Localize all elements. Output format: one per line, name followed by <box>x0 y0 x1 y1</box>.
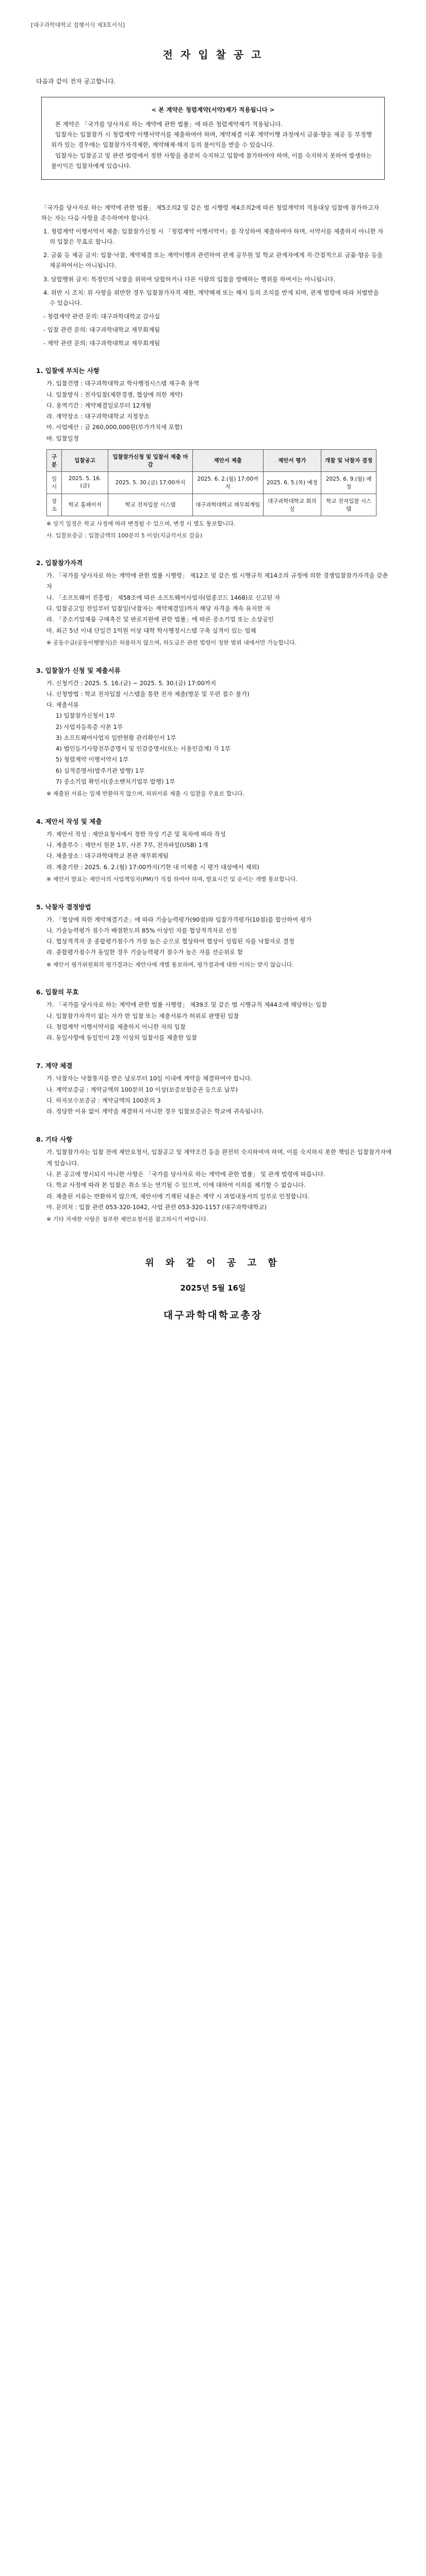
section-line: 나. 「소프트웨어 진흥법」 제58조에 따른 소프트웨어사업자(업종코드 1468)로 신고된 자 <box>46 594 281 601</box>
document-item: 3) 소프트웨어사업자 일반현황 관리확인서 1부 <box>56 734 176 741</box>
section-line: 가. 신청기간 : 2025. 5. 16.(금) ~ 2025. 5. 30.(금) 17:00까지 <box>46 679 217 687</box>
section-note: ※ 기타 자세한 사항은 첨부한 제안요청서를 참고하시기 바랍니다. <box>46 1216 208 1223</box>
section-title: 6. 입찰의 무효 <box>36 988 79 996</box>
notice-paragraph: 입찰자는 입찰공고 및 관련 법령에서 정한 사항을 충분히 숙지하고 입찰에 참가하여야 하며, 이를 숙지하지 못하여 발생하는 불이익은 입찰자에게 있습니다. <box>51 151 372 170</box>
section-note: ※ 공동수급(공동이행방식)은 허용하지 않으며, 하도급은 관련 법령이 정한 범위 내에서만 가능합니다. <box>46 639 297 646</box>
schedule-table <box>46 449 376 516</box>
section-lines <box>31 378 395 444</box>
table-header-cell: 제안서 평가 <box>263 449 321 471</box>
section-note: ※ 상기 일정은 학교 사정에 따라 변경될 수 있으며, 변경 시 별도 통보합니다. <box>46 520 236 527</box>
prelude-contact: - 청렴계약 관련 문의: 대구과학대학교 감사실 <box>43 312 160 320</box>
section-line: 마. 문의처 : 입찰 관련 053-320-1042, 사업 관련 053-320-1157 (대구과학대학교) <box>46 1203 267 1211</box>
notice-heading: < 본 계약은 청렴계약(서약)제가 적용됩니다 > <box>151 106 275 113</box>
table-cell: 대구과학대학교 재무회계팀 <box>192 494 263 516</box>
section-line: 가. 낙찰자는 낙찰통지를 받은 날로부터 10일 이내에 계약을 체결하여야 합니다. <box>46 1075 253 1082</box>
section-line: 마. 최근 5년 이내 단일건 1억원 이상 대학 학사행정시스템 구축 실적이 있는 업체 <box>46 626 256 634</box>
table-cell: 학교 홈페이지 <box>62 494 108 516</box>
table-row <box>47 471 376 494</box>
prelude-item: 1. 청렴계약 이행서약서 제출: 입찰참가신청 시 「청렴계약 이행서약서」를 작성하여 제출하여야 하며, 서약서를 제출하지 아니한 자의 입찰은 무효로 합니다. <box>43 228 384 246</box>
section-line: 마. 사업예산 : 금 260,000,000원(부가가치세 포함) <box>46 423 183 431</box>
table-header-cell: 개찰 및 낙찰자 결정 <box>321 449 376 471</box>
section-line: 나. 계약보증금 : 계약금액의 100분의 10 이상(보증보험증권 등으로 납부) <box>46 1086 238 1093</box>
section-line: 다. 용역기간 : 계약체결일로부터 12개월 <box>46 401 152 409</box>
section-lines <box>31 1147 395 1213</box>
prelude-contact: - 계약 관련 문의: 대구과학대학교 재무회계팀 <box>43 340 160 347</box>
issuing-organization: 대구과학대학교총장 <box>163 1309 263 1321</box>
section-title: 5. 낙찰자 결정방법 <box>36 903 91 911</box>
section-line: 라. 정당한 이유 없이 계약을 체결하지 아니한 경우 입찰보증금은 학교에 귀속됩니다. <box>46 1108 264 1115</box>
prelude-item: 4. 위반 시 조치: 위 사항을 위반한 경우 입찰참가자격 제한, 계약해제 또는 해지 등의 조치를 받게 되며, 관계 법령에 따라 처벌받을 수 있습니다. <box>43 289 379 307</box>
notice-date: 2025년 5월 16일 <box>180 1283 246 1293</box>
section-line: 가. 입찰건명 : 대구과학대학교 학사행정시스템 재구축 용역 <box>46 380 200 387</box>
table-header-cell: 입찰참가신청 및 입찰서 제출 마감 <box>108 449 193 471</box>
section-line: 다. 입찰공고일 전일부터 입찰일(낙찰자는 계약체결일)까지 해당 자격을 계속 유지한 자 <box>46 605 271 613</box>
section-line: 바. 입찰일정 <box>46 434 79 442</box>
section-lines <box>31 829 395 873</box>
prelude-item: 3. 담합행위 금지: 특정인의 낙찰을 위하여 담합하거나 다른 사람의 입찰을 방해하는 행위를 하여서는 아니됩니다. <box>43 275 335 283</box>
section-line: 라. 「중소기업제품 구매촉진 및 판로지원에 관한 법률」에 따른 중소기업 또는 소상공인 <box>46 616 274 623</box>
document-title: 전 자 입 찰 공 고 <box>162 48 264 61</box>
table-cell: 학교 전자입찰 시스템 <box>321 494 376 516</box>
integrity-prelude <box>41 202 385 349</box>
section-line: 라. 동일사항에 동일인이 2통 이상의 입찰서를 제출한 입찰 <box>46 1034 198 1042</box>
table-row <box>47 494 376 516</box>
table-cell: 2025. 5. 16.(금) <box>62 471 108 494</box>
section-line: 가. 「협상에 의한 계약체결기준」에 따라 기술능력평가(90점)와 입찰가격평가(10점)를 합산하여 평가 <box>46 916 312 923</box>
document-item: 4) 법인등기사항전부증명서 및 인감증명서(또는 사용인감계) 각 1부 <box>56 745 231 753</box>
section-line: 다. 하자보수보증금 : 계약금액의 100분의 3 <box>46 1096 161 1104</box>
document-item: 7) 중소기업 확인서(중소벤처기업부 발행) 1부 <box>56 777 175 785</box>
section-line: 라. 제출된 서류는 반환하지 않으며, 제안서에 기재된 내용은 계약 시 과업내용서의 일부로 인정합니다. <box>46 1192 310 1200</box>
document-item: 5) 청렴계약 이행서약서 1부 <box>56 756 129 764</box>
section-note: ※ 제출된 서류는 일체 반환하지 않으며, 허위서류 제출 시 입찰을 무효로 합니다. <box>46 790 245 798</box>
section-title: 1. 입찰에 부치는 사항 <box>36 367 100 375</box>
section-line: 가. 제안서 작성 : 제안요청서에서 정한 작성 기준 및 목차에 따라 작성 <box>46 830 226 838</box>
table-cell: 학교 전자입찰 시스템 <box>108 494 193 516</box>
section-lines <box>31 570 395 636</box>
table-header-row <box>47 449 376 471</box>
closing-statement: 위 와 같 이 공 고 함 <box>145 1257 281 1268</box>
form-number: [대구과학대학교 집행서식 제3호서식] <box>31 22 125 28</box>
table-header-cell: 입찰공고 <box>62 449 108 471</box>
table-cell: 2025. 6. 9.(월) 예정 <box>321 471 376 494</box>
table-cell: 2025. 6. 5.(목) 예정 <box>263 471 321 494</box>
section-lines <box>31 1073 395 1117</box>
table-cell: 2025. 5. 30.(금) 17:00까지 <box>108 471 193 494</box>
section-title: 7. 계약 체결 <box>36 1062 73 1070</box>
section-line: 다. 제출장소 : 대구과학대학교 본관 재무회계팀 <box>46 852 169 860</box>
section-line: 다. 제출서류 <box>46 701 79 709</box>
section-line: 나. 신청방법 : 학교 전자입찰 시스템을 통한 전자 제출(방문 및 우편 접수 불가) <box>46 690 250 698</box>
document-item: 2) 사업자등록증 사본 1부 <box>56 723 123 731</box>
prelude-item: 2. 금품 등 제공 금지: 입찰·낙찰, 계약체결 또는 계약이행과 관련하여 관계 공무원 및 학교 관계자에게 직·간접적으로 금품·향응 등을 제공하여서는 아니됩니다. <box>43 251 383 269</box>
section-line: 라. 계약장소 : 대구과학대학교 지정장소 <box>46 413 150 420</box>
section-line: 나. 제출부수 : 제안서 원본 1부, 사본 7부, 전자파일(USB) 1개 <box>46 841 208 849</box>
prelude-contact: - 입찰 관련 문의: 대구과학대학교 재무회계팀 <box>43 326 160 333</box>
section-line: 가. 「국가를 당사자로 하는 계약에 관한 법률 시행령」 제12조 및 같은 법 시행규칙 제14조의 규정에 의한 경쟁입찰참가자격을 갖춘 자 <box>46 572 388 590</box>
document-list <box>31 710 395 787</box>
section-line: 나. 본 공고에 명시되지 아니한 사항은 「국가를 당사자로 하는 계약에 관한 법률」 및 관계 법령에 따릅니다. <box>46 1171 325 1178</box>
notice-paragraph: 본 계약은 「국가를 당사자로 하는 계약에 관한 법률」에 따른 청렴계약제가 적용됩니다. <box>55 121 283 128</box>
section-lines <box>31 678 395 711</box>
integrity-notice-box <box>41 97 385 180</box>
section-note: 사. 입찰보증금 : 입찰금액의 100분의 5 이상(지급각서로 갈음) <box>46 532 203 539</box>
section-line: 가. 입찰참가자는 입찰 전에 제안요청서, 입찰공고 및 계약조건 등을 완전히 숙지하여야 하며, 이를 숙지하지 못한 책임은 입찰참가자에게 있습니다. <box>46 1148 392 1167</box>
table-cell: 대구과학대학교 회의실 <box>263 494 321 516</box>
section-title: 8. 기타 사항 <box>36 1136 73 1144</box>
section-line: 라. 종합평가점수가 동일한 경우 기술능력평가 점수가 높은 자를 선순위로 함 <box>46 948 243 956</box>
document-item: 6) 실적증명서(발주기관 발행) 1부 <box>56 767 145 774</box>
section-line: 다. 청렴계약 이행서약서를 제출하지 아니한 자의 입찰 <box>46 1023 186 1030</box>
section-line: 다. 학교 사정에 따라 본 입찰은 취소 또는 연기될 수 있으며, 이에 대하여 이의를 제기할 수 없습니다. <box>46 1181 306 1189</box>
section-line: 나. 입찰방식 : 전자입찰(제한경쟁, 협상에 의한 계약) <box>46 391 183 398</box>
section-note: ※ 제안서 발표는 제안사의 사업책임자(PM)가 직접 하여야 하며, 발표시간 및 순서는 개별 통보합니다. <box>46 875 298 883</box>
section-line: 나. 입찰참가자격이 없는 자가 한 입찰 또는 제출서류가 허위로 판명된 입찰 <box>46 1012 239 1020</box>
table-cell: 일시 <box>47 471 62 494</box>
section-note: ※ 제안서 평가위원회의 평가결과는 제안사에 개별 통보하며, 평가결과에 대한 이의는 받지 않습니다. <box>46 961 294 968</box>
table-header-cell: 구분 <box>47 449 62 471</box>
section-title: 3. 입찰참가 신청 및 제출서류 <box>36 666 121 674</box>
section-line: 가. 「국가를 당사자로 하는 계약에 관한 법률 시행령」 제39조 및 같은 법 시행규칙 제44조에 해당하는 입찰 <box>46 1001 327 1009</box>
section-lines <box>31 914 395 958</box>
table-cell: 2025. 6. 2.(월) 17:00까지 <box>192 471 263 494</box>
section-title: 4. 제안서 작성 및 제출 <box>36 817 102 825</box>
table-cell: 장소 <box>47 494 62 516</box>
section-line: 라. 제출기한 : 2025. 6. 2.(월) 17:00까지(기한 내 미제출 시 평가 대상에서 제외) <box>46 863 259 871</box>
document-item: 1) 입찰참가신청서 1부 <box>56 712 116 720</box>
table-header-cell: 제안서 제출 <box>192 449 263 471</box>
section-title: 2. 입찰참가자격 <box>36 559 83 567</box>
section-lines <box>31 999 395 1043</box>
prelude-intro: 「국가를 당사자로 하는 계약에 관한 법률」 제5조의2 및 같은 법 시행령 제4조의2에 따른 청렴계약의 적용대상 입찰에 참가하고자 하는 자는 다음 사항을 준수하여야 합니다. <box>41 204 380 222</box>
section-line: 나. 기술능력평가 점수가 배점한도의 85% 이상인 자를 협상적격자로 선정 <box>46 926 237 934</box>
lead-text: 다음과 같이 전자 공고합니다. <box>36 78 116 85</box>
section-line: 다. 협상적격자 중 종합평가점수가 가장 높은 순으로 협상하여 협상이 성립된 자를 낙찰자로 결정 <box>46 938 294 945</box>
notice-paragraph: 입찰자는 입찰참가 시 청렴계약 이행서약서를 제출하여야 하며, 계약체결 이후 계약이행 과정에서 금품·향응 제공 등 부정행위가 있는 경우에는 입찰참가자격제한, 계약해제·해지 등의 불이익을 받을 수 있습니다. <box>51 131 372 149</box>
